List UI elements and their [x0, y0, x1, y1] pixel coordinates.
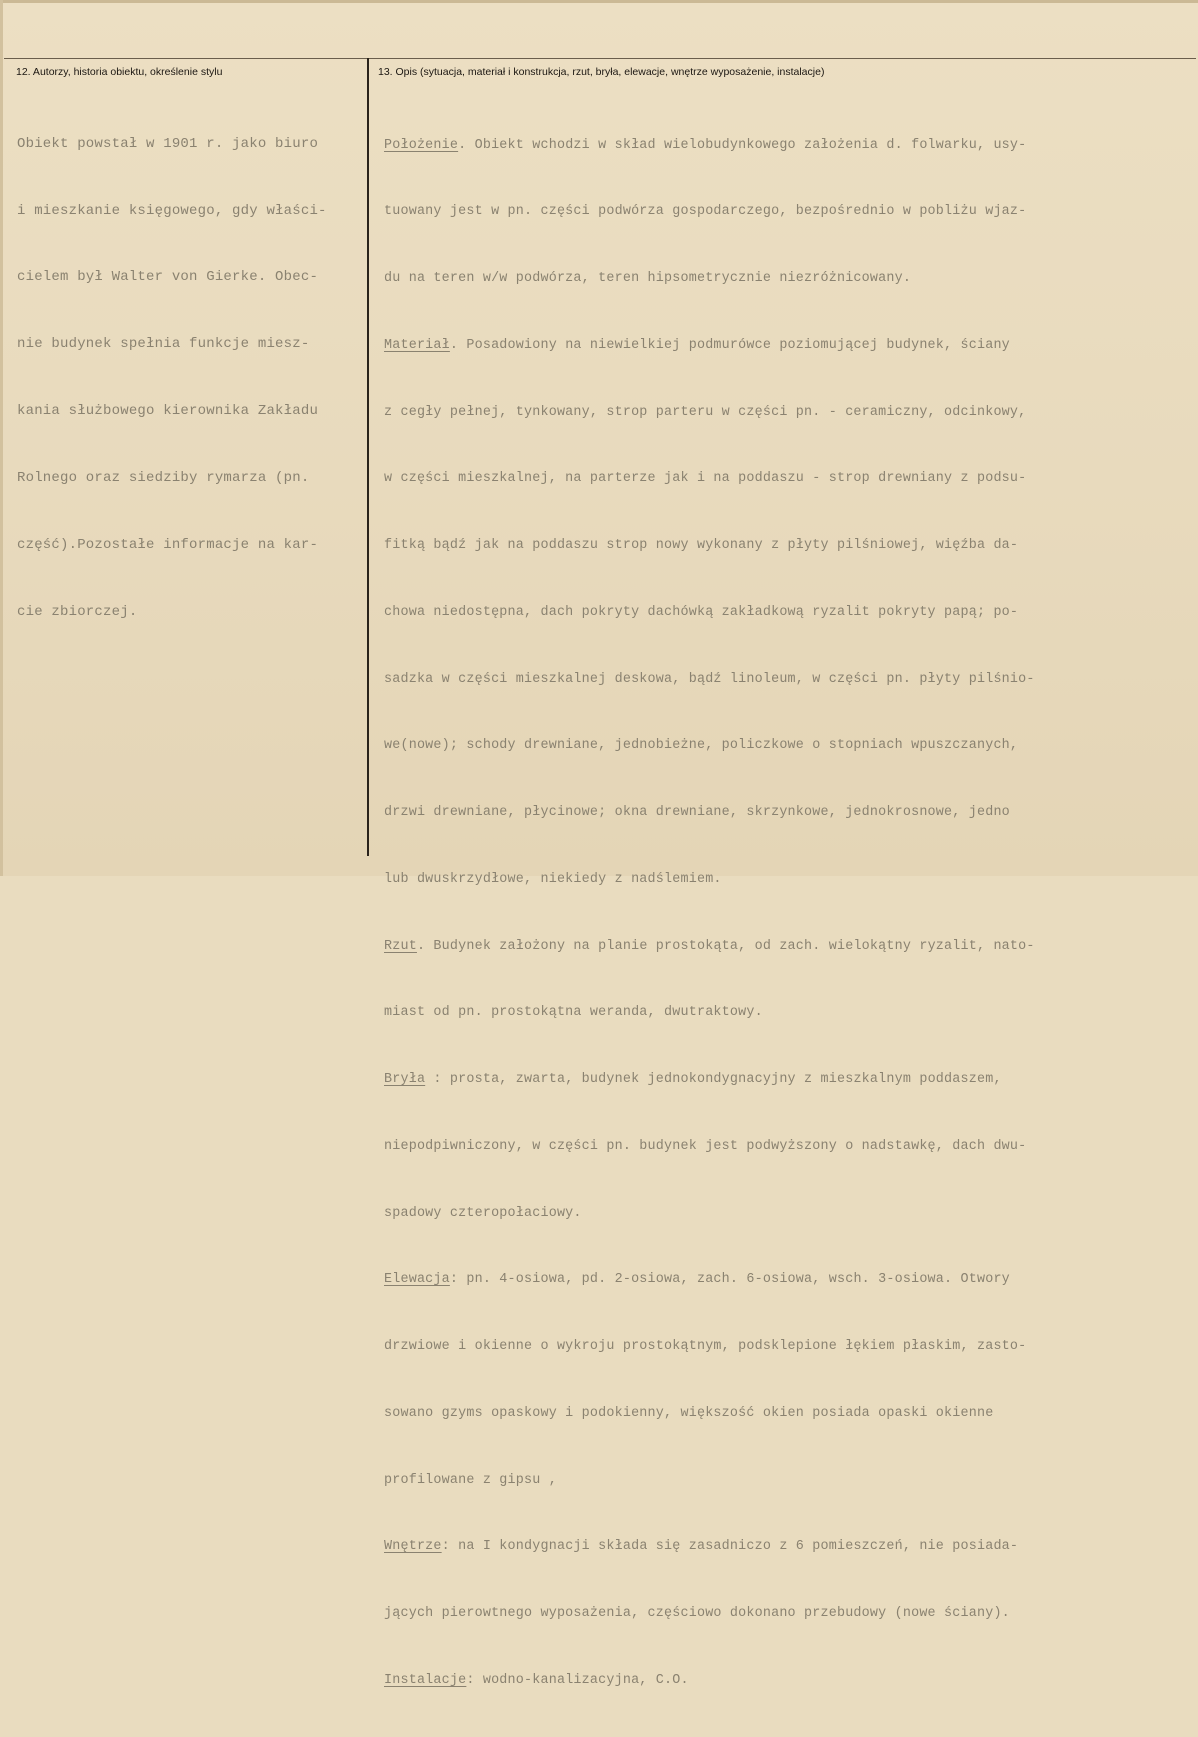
section-13-line: [384, 268, 1035, 290]
section-13-line: [384, 1536, 1035, 1558]
card-top-edge: [0, 0, 1198, 3]
line-text: : wodno-kanalizacyjna, C.O.: [466, 1672, 689, 1688]
line-text: niepodpiwniczony, w części pn. budynek jest podwyższony o nadstawkę, dach dwu-: [384, 1138, 1027, 1154]
line-text: we(nowe); schody drewniane, jednobieżne, policzkowe o stopniach wpuszczanych,: [384, 738, 1019, 754]
section-13-line: [384, 1336, 1035, 1358]
section-12-body: [17, 88, 327, 667]
section-13-line: [384, 936, 1035, 958]
section-13-line: [384, 1136, 1035, 1158]
line-text: sowano gzyms opaskowy i podokienny, większość okien posiada opaski okienne: [384, 1405, 994, 1421]
line-text: . Budynek założony na planie prostokąta, od zach. wielokątny ryzalit, nato-: [416, 938, 1035, 954]
section-13-line: [384, 1269, 1035, 1291]
section-12-line: nie budynek spełnia funkcje miesz-: [17, 336, 310, 353]
section-13-line: [384, 1603, 1035, 1625]
section-13-line: [384, 1670, 1035, 1692]
heading-bryla: Bryła: [384, 1072, 426, 1087]
line-text: chowa niedostępna, dach pokryty dachówką zakładkową ryzalit pokryty papą; po-: [384, 604, 1019, 620]
line-text: drzwi drewniane, płycinowe; okna drewniane, skrzynkowe, jednokrosnowe, jedno: [384, 805, 1010, 820]
section-13-line: [384, 402, 1035, 424]
heading-elewacja: Elewacja: [384, 1272, 450, 1288]
line-text: w części mieszkalnej, na parterze jak i na poddaszu - strop drewniany z podsu-: [384, 471, 1027, 487]
line-text: z cegły pełnej, tynkowany, strop parteru w części pn. - ceramiczny, odcinkowy,: [384, 404, 1027, 420]
section-13-line: [384, 869, 1035, 891]
heading-wnetrze: Wnętrze: [384, 1539, 442, 1555]
line-text: : prosta, zwarta, budynek jednokondygnacyjny z mieszkalnym poddaszem,: [425, 1072, 1002, 1087]
section-13-line: [384, 735, 1035, 757]
line-text: miast od pn. prostokątna weranda, dwutraktowy.: [384, 1005, 763, 1021]
heading-polozenie: Położenie: [384, 137, 459, 153]
section-13-line: [384, 535, 1035, 557]
line-text: fitką bądź jak na poddaszu strop nowy wykonany z płyty pilśniowej, więźba da-: [384, 538, 1019, 553]
section-12-line: cielem był Walter von Gierke. Obec-: [17, 269, 319, 286]
line-text: sadzka w części mieszkalnej deskowa, bądź linoleum, w części pn. płyty pilśnio-: [384, 671, 1035, 687]
section-13-line: [384, 669, 1035, 691]
section-12-line: i mieszkanie księgowego, gdy właści-: [17, 202, 327, 219]
line-text: . Posadowiony na niewielkiej podmurówce poziomującej budynek, ściany: [449, 337, 1010, 353]
heading-instalacje: Instalacje: [384, 1672, 467, 1688]
section-12-header: 12. Autorzy, historia obiektu, określenie stylu: [16, 66, 223, 78]
section-12-line: cie zbiorczej.: [17, 603, 138, 620]
section-13-line: [384, 335, 1035, 357]
section-12-line: Rolnego oraz siedziby rymarza (pn.: [17, 469, 310, 486]
line-text: lub dwuskrzydłowe, niekiedy z nadślemiem.: [384, 871, 722, 887]
section-12-line: kania służbowego kierownika Zakładu: [17, 403, 319, 420]
line-text: drzwiowe i okienne o wykroju prostokątnym, podsklepione łękiem płaskim, zasto-: [384, 1339, 1027, 1354]
section-12-line: część).Pozostałe informacje na kar-: [17, 536, 319, 553]
line-text: : pn. 4-osiowa, pd. 2-osiowa, zach. 6-osiowa, wsch. 3-osiowa. Otwory: [449, 1272, 1010, 1288]
section-13-line: [384, 1203, 1035, 1225]
line-text: : na I kondygnacji składa się zasadniczo z 6 pomieszczeń, nie posiada-: [441, 1539, 1019, 1555]
section-13-line: [384, 802, 1035, 824]
section-12-line: Obiekt powstał w 1901 r. jako biuro: [17, 135, 319, 152]
section-13-line: [384, 468, 1035, 490]
line-text: . Obiekt wchodzi w skład wielobudynkowego założenia d. folwarku, usy-: [458, 137, 1027, 153]
section-13-line: [384, 1002, 1035, 1024]
section-13-line: [384, 602, 1035, 624]
header-rule: [4, 58, 1196, 59]
section-13-line: [384, 1470, 1035, 1492]
section-13-line: [384, 135, 1035, 157]
column-divider: [367, 58, 369, 856]
line-text: du na teren w/w podwórza, teren hipsometrycznie niezróżnicowany.: [384, 271, 912, 286]
line-text: spadowy czteropołaciowy.: [384, 1205, 582, 1221]
section-13-line: [384, 1069, 1035, 1091]
heading-material: Materiał: [384, 337, 450, 353]
line-text: tuowany jest w pn. części podwórza gospodarczego, bezpośrednio w pobliżu wjaz-: [384, 204, 1027, 220]
section-13-header: 13. Opis (sytuacja, materiał i konstrukcja, rzut, bryła, elewacje, wnętrze wyposażenie, instalacje): [378, 66, 825, 78]
line-text: jących pierowtnego wyposażenia, częściowo dokonano przebudowy (nowe ściany).: [384, 1606, 1010, 1621]
card-left-edge: [0, 0, 3, 876]
section-13-line: [384, 201, 1035, 223]
section-13-body: [384, 90, 1035, 1737]
heading-rzut: Rzut: [384, 938, 417, 954]
section-13-line: [384, 1403, 1035, 1425]
line-text: profilowane z gipsu ,: [384, 1472, 557, 1488]
